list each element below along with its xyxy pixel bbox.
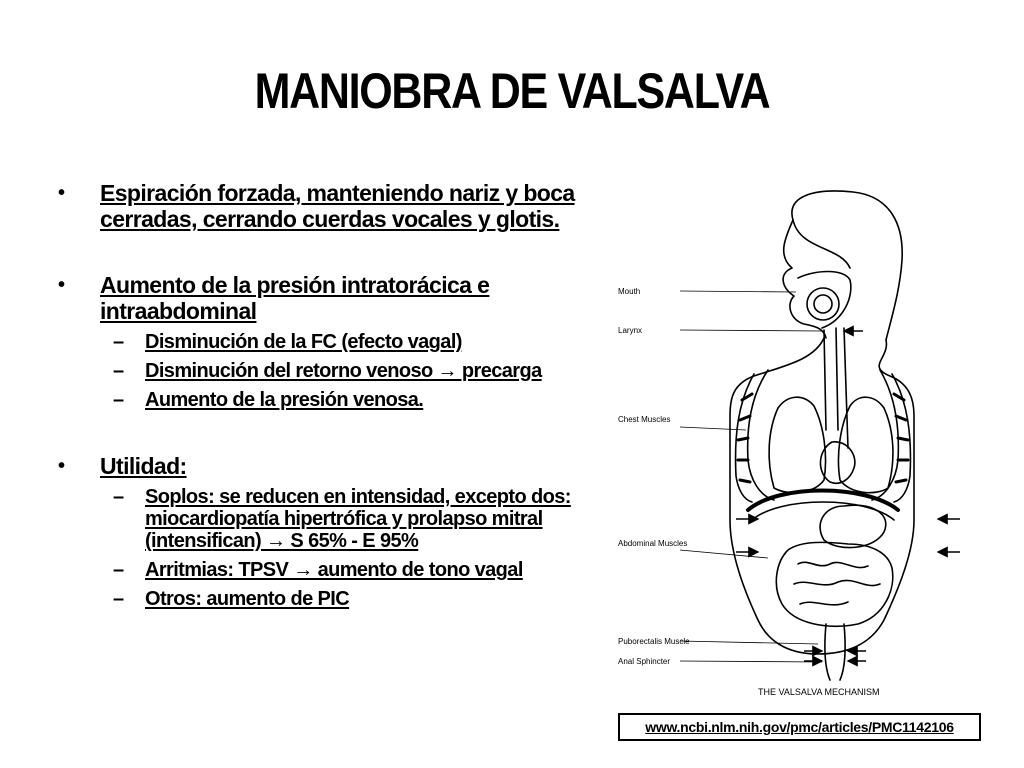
sub-mark: –: [113, 360, 124, 382]
sub-mark: –: [113, 559, 124, 581]
sub-item: [113, 389, 598, 411]
bullet-mark: •: [58, 182, 65, 204]
bullet-mark: •: [58, 455, 65, 477]
bullet-item: [58, 453, 598, 479]
bullet-text: Aumento de la presión intratorácica e intraabdominal: [100, 272, 490, 324]
sub-item: [113, 588, 598, 610]
bullet-list: [58, 180, 598, 610]
sub-text: Otros: aumento de PIC: [145, 588, 350, 610]
sub-item: [113, 331, 598, 353]
chest-wall: [736, 370, 774, 502]
label-abdominal-muscles: Abdominal Muscles: [618, 539, 688, 548]
sub-text: Soplos: se reducen en intensidad, excepto dos: miocardiopatía hipertrófica y prolapso mitral (intensifican) → S 65% - E 95%: [145, 486, 571, 552]
sub-text: Disminución de la FC (efecto vagal): [145, 331, 462, 353]
bullet-mark: •: [58, 274, 65, 296]
label-larynx: Larynx: [618, 326, 643, 335]
valsalva-diagram: [618, 180, 1018, 705]
tongue: [807, 288, 839, 320]
left-lung: [769, 397, 825, 492]
head-outline: [792, 191, 902, 340]
figure-caption: THE VALSALVA MECHANISM: [758, 687, 880, 697]
slide-title: MANIOBRA DE VALSALVA: [254, 63, 770, 119]
bullet-item: [58, 180, 598, 232]
source-link[interactable]: www.ncbi.nlm.nih.gov/pmc/articles/PMC1142106: [618, 713, 981, 741]
label-mouth: Mouth: [618, 287, 641, 296]
label-chest-muscles: Chest Muscles: [618, 415, 671, 424]
bullet-text: Utilidad:: [100, 453, 187, 479]
sub-mark: –: [113, 331, 124, 353]
stomach: [820, 505, 886, 547]
bullet-text: Espiración forzada, manteniendo nariz y boca cerradas, cerrando cuerdas vocales y glotis.: [100, 180, 575, 232]
sub-text: Disminución del retorno venoso → precarga: [145, 360, 542, 382]
label-anal-sphincter: Anal Sphincter: [618, 657, 671, 666]
trachea: [824, 328, 848, 448]
torso-outline: [730, 338, 914, 654]
bullet-item: [58, 272, 598, 324]
sub-item: [113, 559, 598, 581]
sub-mark: –: [113, 486, 124, 508]
sub-item: [113, 486, 598, 552]
sub-item: [113, 360, 598, 382]
sub-mark: –: [113, 588, 124, 610]
diaphragm: [748, 491, 898, 511]
sub-mark: –: [113, 389, 124, 411]
sub-text: Arritmias: TPSV → aumento de tono vagal: [145, 559, 523, 581]
label-puborectalis: Puborectalis Muscle: [618, 637, 690, 646]
sub-text: Aumento de la presión venosa.: [145, 389, 424, 411]
